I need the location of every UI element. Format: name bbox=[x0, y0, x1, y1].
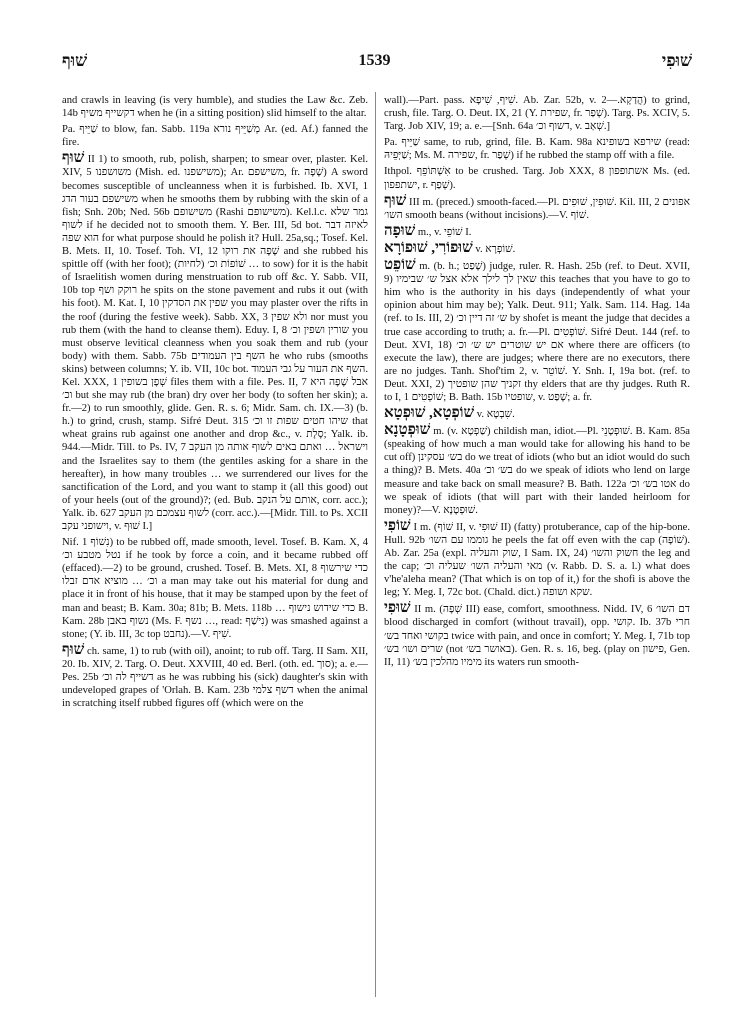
entry-text: II 1) to smooth, rub, polish, sharpen; to smear over, plaster. Kel. XIV, 5 משושפנו (Mish. ed. משישפנו); Ar. משישפם, fr. שָׁפָה) A sword becomes susceptible of uncleanness when it is furbished. Ib. XVI, 1 משישפם בעור הדג when he smooths them by rubbing with the skin of a fish; Snh. 20b; Ned. 56b משישופם (Rashi משישופם). Kel.l.c. גמר שלא לשוף if he decided not to smooth them. Y. Ber. III, 5d bot. לאיזה דבר הוא שפה for what purpose should he polish it? Hull. 25a,sq.; Tosef. Kel. B. Mets. II, 10. Tosef. Toh. VI, 12 שָׁפָה את רוקו and she rubbed his spittle off (with her foot); שׁוֹפוֹת וכ׳ (לחיות) … to sow) for it is the habit of Israelitish women during menstruation to rub off &c. Y. Sabb. VII, 10b top רוקק ושף he spits on the stone pavement and rubs it out (with his foot). M. Kat. I, 10 שפין את הסדקין you may plaster over the rifts in the roof (during the festive week). Sabb. XX, 3 ולא שפין nor must you rub them (with the hand to cleanse them). Eduy. I, 8 שורין ושפין וכ׳ you must observe levitical cleanness when you soak them and rub (your body) with them. Sabb. 75b השף בין העמודים he who rubs (smooths skins) between columns; Y. ib. VII, 10c bot. השף את העור על גבי העמוד. Kel. XXX, 1 שְׁפָן בשופין files them with a file. Pes. II, 7 אבל שָׁפָה היא וכ׳ but she may rub (the bran) dry over her body (to soften her skin); a. fr.—2) to run smoothly, glide. Gen. R. s. 6; Midr. Sam. ch. IX.—3) (b. h.) to grind, crush, stamp. Sifré Deut. 315 שיהו חטים שפות זו וכ׳ that wheat grains rub against one another and drop &c., v. סָלָת; Yalk. ib. 944.—Midr. Till. to Ps. IV, 7 וישראל … ואתם באים לשוף אותה מן העקב and the Israelites say to them (the gentiles asking for a share in the hereafter), in how many troubles … we surrendered our lives for the sanctification of the Lord, and you want to stamp it (all this good) out of your heels (out of the ground)?; (ed. Bub. אותם על הנקב, corr. acc.); Yalk. ib. 627 לשוף עצמכם מן העקב (corr. acc.).—[Midr. Till. to Ps. XCII וישופני עקב, v. שׁוּף I.] bbox=[62, 154, 368, 532]
entry-paragraph bbox=[384, 424, 690, 517]
entry-headword: שׁוֹפֵט bbox=[384, 257, 416, 274]
entry-paragraph bbox=[384, 165, 690, 191]
entry-headword: שׁוּפָה bbox=[384, 222, 416, 239]
entry-paragraph bbox=[384, 239, 690, 256]
right-column bbox=[384, 94, 690, 999]
entry-text: Nif. נִשׁוֹף 1) to be rubbed off, made smooth, level. Tosef. B. Kam. X, 4 נטל מטבע וכ׳ if he took by force a coin, and it became rubbed off (effaced).—2) to be ground, crushed. Tosef. B. Mets. XI, 8 כדי שירשוף וכ׳ … מוציא אדם זבלו a man may take out his material for dung and place it in front of his house, that it may be stamped upon by the feet of man and beast; B. Kam. 30a; 81b; B. Mets. 118b … כדי שידוש נישוף B. Kam. 28b נשוף באבן (Ms. F. נשף …, read: נִישַׁף) was smashed against a stone; (Y. ib. III, 3c top נחבט).—V. שִׁיף. bbox=[62, 537, 368, 640]
column-divider bbox=[375, 92, 376, 997]
entry-text: v. שִׁבְטָא. bbox=[476, 409, 515, 421]
entry-text: and crawls in leaving (is very humble), and studies the Law &c. Zeb. 14b דקשייף משיף when he (in a sitting position) slid himself to the altar. bbox=[62, 95, 368, 120]
entry-headword: שׁוֹפְטָא, שׁוּפְטָא bbox=[384, 405, 475, 422]
entry-paragraph bbox=[384, 94, 690, 133]
entry-text: Ithpol. אִשְׁתּוֹפֵף to be crushed. Targ. Job XXX, 8 אשתופפון Ms. (ed. ישתפפון, r. שְׁפַף). bbox=[384, 166, 690, 191]
entry-headword: שׁוּף bbox=[62, 150, 85, 167]
entry-paragraph bbox=[384, 136, 690, 162]
entry-text: II m. (שְׁפָה III) ease, comfort, smoothness. Nidd. IV, 6 דם השו׳ blood discharged in comfort (without travail), opp. קושי. Ib. 37b חרי בקושי ואחד בש׳ twice with pain, and once in comfort; Y. Meg. I, 71b top שרים ושו׳ בש׳ (not באושר בש׳). Gen. R. s. 16, beg. (play on פישון, Gen. II, 11) מימיו מהלכין בש׳ its waters run smooth- bbox=[384, 604, 690, 668]
entry-text: III m. (preced.) smooth-faced.—Pl. שׁוּפִין, שׁוּפִים. Kil. III, 2 אפונים השו׳ smooth beans (without incisions).—V. שׁוֹף. bbox=[384, 196, 690, 221]
entry-headword: שׁוּף bbox=[62, 641, 85, 658]
entry-paragraph bbox=[384, 517, 690, 600]
entry-paragraph bbox=[384, 407, 690, 421]
entry-paragraph bbox=[62, 641, 368, 710]
entry-paragraph bbox=[384, 192, 690, 222]
entry-text: ch. same, 1) to rub (with oil), anoint; to rub off. Targ. II Sam. XII, 20. Ib. XIV, 2. Targ. O. Deut. XXVIII, 40 ed. Berl. (oth. ed. סוך); a. e.—Pes. 25b דשייף לה וכ׳ as he was rubbing his (sick) daughter's skin with undeveloped grapes of 'Orlah. B. Kam. 23b דשף צלמי when the animal in scratching itself rubbed figures off (which were on the bbox=[62, 645, 368, 710]
entry-text: m. (b. h.; שָׁפַט) judge, ruler. R. Hash. 25b (ref. to Deut. XVII, 9) שאין לך לילך אלא אצל ש׳ שבימיו this teaches that you have to go to him who is the authority in his days (independently of what your opinion about him may be); Yalk. Deut. 911; Yalk. Sam. 114. Hag. 14a (ref. to Is. III, 2) ש׳ זה דיין וכ׳ by shofet is meant the judge that decides a true case according to truth; a. fr.—Pl. שׁוֹפְטִים. Sifré Deut. 144 (ref. to Deut. XVI, 18) אם יש שוטרים יש ש׳ וכ׳ where there are officers (to execute the law), there are judges; where there are no executors, there are no judges. Tanh. Shof'tim 2, v. שׁוֹטֵר. Y. Snh. I, 19a bot. (ref. to Deut. XXI, 2) זקניך שהן שופטיך thy elders that are thy judges. Ruth R. to I, 1 שׁוֹפְטִים; B. Bath. 15b שופטיו, v. שָׁפַט; a. fr. bbox=[384, 261, 690, 403]
entry-text: I m. (שׁוֹף II, v. שׁוּפִי II) (fatty) protuberance, cap of the hip-bone. Hull. 92b גוממו עם השו׳ he peels the fat off even with the cap (שׁוֹפָה). Ab. Zar. 25a (expl. שוק והעליה, I Sam. IX, 24) חשוק והשו׳ the leg and the cap; מאי והעליה השו׳ שעליה וכ׳ (v. Rabb. D. S. a. l.) what does v'he'aleha mean? (That which is on top of it,) for the shofi is above the leg; Y. Meg. I, 72c bot. (Chald. dict.) שקא ושופה. bbox=[384, 521, 690, 599]
entry-text: Pa. שַׁיֵּיף to blow, fan. Sabb. 119a מְשַׁיֵּיף נורא Ar. (ed. Af.) fanned the fire. bbox=[62, 124, 368, 149]
right-running-headword: שׁוּפִי bbox=[661, 51, 692, 70]
page-number: 1539 bbox=[358, 52, 391, 69]
entry-paragraph bbox=[384, 222, 690, 239]
entry-paragraph bbox=[384, 602, 690, 668]
entry-paragraph bbox=[62, 152, 368, 533]
entry-paragraph bbox=[384, 259, 690, 404]
entry-headword: שׁוּפוֹרִי, שׁוּפוֹרָא bbox=[384, 239, 473, 256]
entry-headword: שׁוּף bbox=[384, 192, 407, 209]
page-header bbox=[62, 50, 692, 72]
left-running-headword: שׁוּף bbox=[62, 51, 88, 70]
entry-text: m. (v. שַׁפְטָא) childish man, idiot.—Pl. שׁוּפְטָנֵי. B. Kam. 85a (speaking of how much a man would take for allowing his hand to be cut off) בש׳ עסקינן do we treat of idiots (who but an idiot would do such a thing)? B. Mets. 40a בש׳ וכ׳ do we speak of idiots who lend on large measure and take back on small measure? B. Bath. 122a אטו בש׳ וכ׳ do we speak of idiots (that will part with their landed heirloom for money)?—V. שׁוּפְטָנָא. bbox=[384, 426, 690, 516]
left-column bbox=[62, 94, 368, 999]
entry-headword: שׁוּפְטָנָא bbox=[384, 422, 431, 439]
entry-headword: שׁוּפִי bbox=[384, 600, 411, 617]
entry-paragraph bbox=[62, 94, 368, 120]
entry-text: v. שׁוֹפְרָא. bbox=[475, 243, 516, 255]
entry-text: wall).—Part. pass. שִׁיף, שִׁיפָא. Ab. Zar. 52b, v. הֲדַקָא.—2) to grind, crush, file. Targ. O. Deut. IX, 21 (Y. שפירת, fr. שְׁפַר). Targ. Ps. XCIV, 5. Targ. Job XIV, 19; a. e.—[Snh. 64a דשוף וכ׳, v. שְׁאַב.] bbox=[384, 95, 690, 133]
entry-text: m., v. שׁוֹפֵי I. bbox=[417, 226, 472, 238]
entry-headword: שׁוֹפִי bbox=[384, 517, 411, 534]
entry-paragraph bbox=[62, 536, 368, 641]
text-columns bbox=[62, 94, 690, 999]
entry-text: Pa. שַׁיֵּיף same, to rub, grind, file. B. Kam. 98a שירפא בשופינא (read: שַׁיְּפֵיהּ; Ms. M. שפירה, fr. שְׁפַר) if he rubbed the stamp off with a file. bbox=[384, 137, 690, 162]
entry-paragraph bbox=[62, 123, 368, 149]
